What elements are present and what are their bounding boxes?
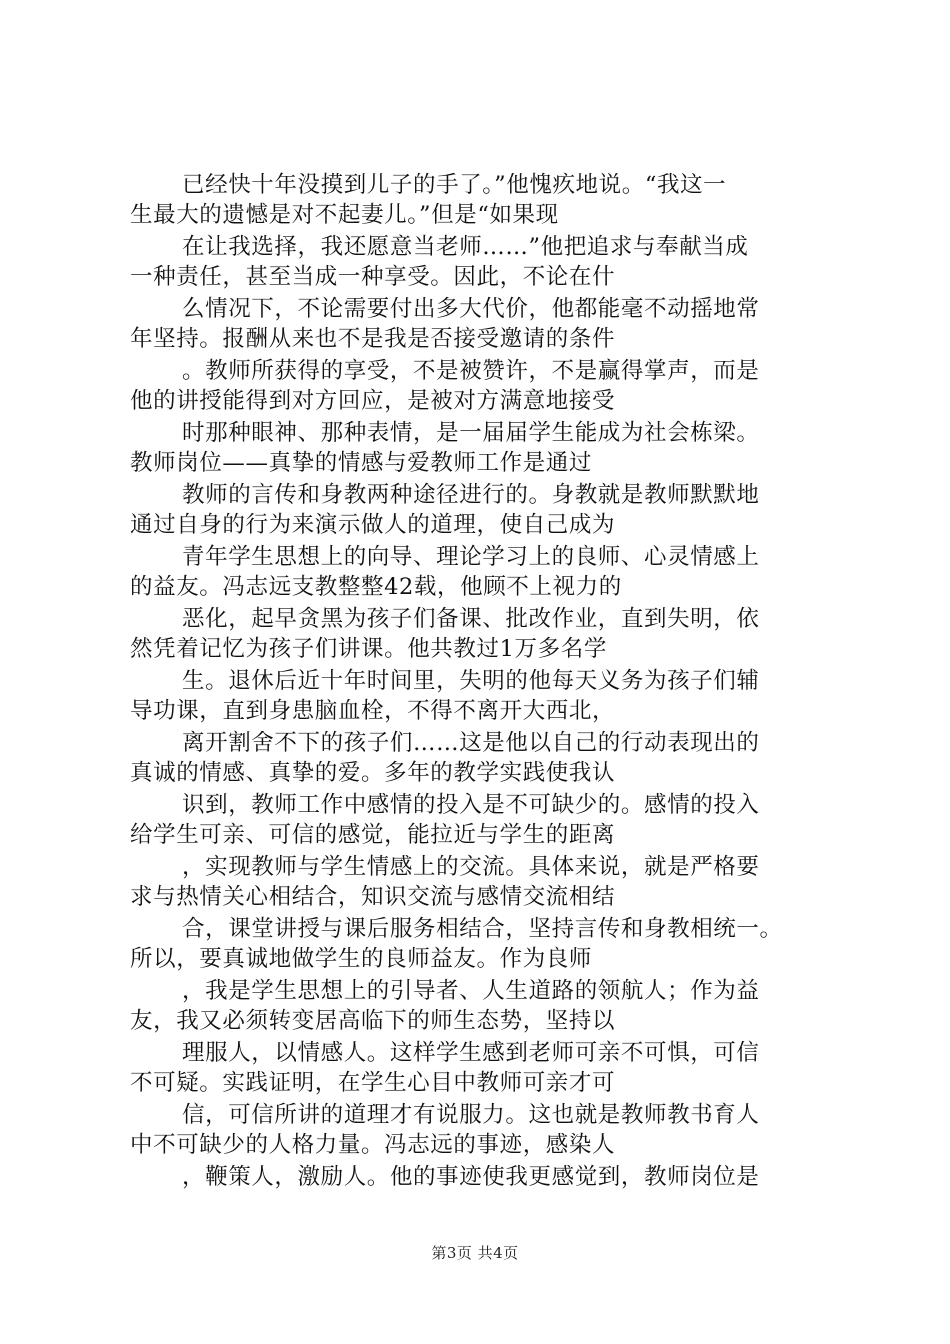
text-line: 离开割舍不下的孩子们……这是他以自己的行动表现出的 (182, 730, 760, 756)
text-line: 给学生可亲、可信的感觉，能拉近与学生的距离 (130, 822, 616, 848)
text-line: 生。退休后近十年时间里，失明的他每天义务为孩子们辅 (182, 668, 760, 694)
paragraph (130, 356, 836, 416)
text-line: ，我是学生思想上的引导者、人生道路的领航人；作为益 (182, 978, 760, 1004)
text-line: 教师的言传和身教两种途径进行的。身教就是教师默默地 (182, 482, 760, 508)
text-line: 通过自身的行为来演示做人的道理，使自己成为 (130, 512, 616, 538)
text-line: 么情况下，不论需要付出多大代价，他都能毫不动摇地常 (182, 296, 760, 322)
text-line: 年坚持。报酬从来也不是我是否接受邀请的条件 (130, 326, 616, 352)
paragraph (130, 232, 836, 292)
text-line: 所以，要真诚地做学生的良师益友。作为良师 (130, 946, 593, 972)
text-line: 友，我又必须转变居高临下的师生态势，坚持以 (130, 1008, 616, 1034)
text-line: 信，可信所讲的道理才有说服力。这也就是教师教书育人 (182, 1102, 760, 1128)
text-line: 教师岗位——真挚的情感与爱教师工作是通过 (130, 450, 593, 476)
text-line: 求与热情关心相结合，知识交流与感情交流相结 (130, 884, 616, 910)
paragraph (130, 170, 836, 230)
page-footer: 第3页 共4页 (431, 1244, 519, 1262)
text-line: 识到，教师工作中感情的投入是不可缺少的。感情的投入 (182, 792, 760, 818)
paragraph (130, 294, 836, 354)
text-line: 。教师所获得的享受，不是被赞许，不是赢得掌声，而是 (182, 358, 760, 384)
text-line: 他的讲授能得到对方回应，是被对方满意地接受 (130, 388, 616, 414)
text-line: 已经快十年没摸到儿子的手了。”他愧疚地说。“我这一 (182, 172, 727, 198)
text-line: 时那种眼神、那种表情，是一届届学生能成为社会栋梁。 (182, 420, 760, 446)
paragraph (130, 914, 836, 974)
paragraph (130, 604, 836, 664)
text-line: 在让我选择，我还愿意当老师……”他把追求与奉献当成 (182, 234, 749, 260)
text-line: 恶化，起早贪黑为孩子们备课、批改作业，直到失明，依 (182, 606, 760, 632)
text-line: 合，课堂讲授与课后服务相结合，坚持言传和身教相统一。 (182, 916, 783, 942)
text-line: 一种责任，甚至当成一种享受。因此，不论在什 (130, 264, 616, 290)
text-line: 真诚的情感、真挚的爱。多年的教学实践使我认 (130, 760, 616, 786)
text-line: 导功课，直到身患脑血栓，不得不离开大西北， (130, 698, 616, 724)
text-line: 的益友。冯志远支教整整42载，他顾不上视力的 (130, 574, 622, 600)
paragraph (130, 976, 836, 1036)
paragraph (130, 1162, 836, 1192)
paragraph (130, 790, 836, 850)
text-line: 青年学生思想上的向导、理论学习上的良师、心灵情感上 (182, 544, 760, 570)
paragraph (130, 1100, 836, 1160)
body-text (130, 170, 836, 1192)
paragraph (130, 480, 836, 540)
text-line: 理服人，以情感人。这样学生感到老师可亲不可惧，可信 (182, 1040, 760, 1066)
text-line: ，实现教师与学生情感上的交流。具体来说，就是严格要 (182, 854, 760, 880)
text-line: 然凭着记忆为孩子们讲课。他共教过1万多名学 (130, 636, 607, 662)
paragraph (130, 418, 836, 478)
paragraph (130, 852, 836, 912)
paragraph (130, 666, 836, 726)
text-line: 生最大的遗憾是对不起妻儿。”但是“如果现 (130, 202, 559, 228)
text-line: ，鞭策人，激励人。他的事迹使我更感觉到，教师岗位是 (182, 1164, 760, 1190)
paragraph (130, 1038, 836, 1098)
paragraph (130, 542, 836, 602)
text-line: 中不可缺少的人格力量。冯志远的事迹，感染人 (130, 1132, 616, 1158)
text-line: 不可疑。实践证明，在学生心目中教师可亲才可 (130, 1070, 616, 1096)
paragraph (130, 728, 836, 788)
